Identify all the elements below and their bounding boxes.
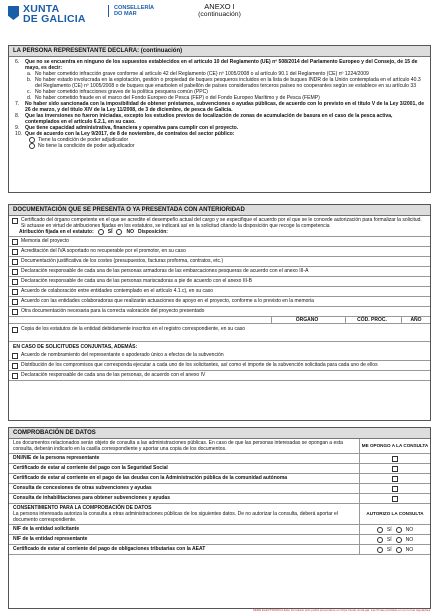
oppose-row: Certificado de estar al corriente del pago con la Seguridad Social xyxy=(9,464,430,474)
checkbox[interactable] xyxy=(12,218,18,224)
contrato-option[interactable]: Tiene la condición de poder adjudicador xyxy=(15,137,426,143)
checkbox[interactable] xyxy=(12,279,18,285)
doc-row: Declaración responsable de cada una de las personas mariscadoras a pie de acuerdo con el anexo III-B xyxy=(9,277,430,287)
radio-si[interactable] xyxy=(98,229,104,235)
sub-item: d. No haber cometido fraude en el marco del Fondo Europeo de Pesca (FEP) o del Fondo Europeo Marítimo y de Pesca (FEMP) xyxy=(27,95,320,101)
sub-item: a. No haber cometido infracción grave conforme al artículo 42 del Reglamento (CE) nº 1005/2008 o al artículo 90.1 del Reglamento (CE) nº 1224/2009 xyxy=(27,71,369,77)
oppose-checkbox[interactable] xyxy=(392,496,398,502)
declaration-item: 8. Que las inversiones no fueron iniciadas, excepto los estudios previos de localización de zonas de acumulación de basura en el caso de la pesca activa, contemplados en el artículo 6.2.1, en su caso. xyxy=(15,113,393,125)
radio-button[interactable] xyxy=(29,143,35,149)
checkbox[interactable] xyxy=(12,309,18,315)
xunta-line1: XUNTA xyxy=(23,3,60,15)
oppose-row: DNI/NIE de la persona representante xyxy=(9,454,430,464)
doc-row: Acreditación del IVA soportado no recuperable por el promotor, en su caso xyxy=(9,247,430,257)
doc-row: Declaración responsable de cada una de las personas, de acuerdo con el anexo IV xyxy=(9,371,430,381)
doc-row: Documentación justificativa de los costes (presupuestos, facturas proforma, contratos, etc.) xyxy=(9,257,430,267)
radio-no[interactable] xyxy=(396,537,402,543)
doc-row: Memoria del proyecto xyxy=(9,237,430,247)
cert-organo-row: Certificado del órgano competente en el que se acredite el desempeño actual del cargo y se especifique el acuerdo por el que se le concede autorización para formalizar la solicitud. Si actuase en virtud de atribuciones fijadas en los estatutos, se indicará así en la solicitud citando la disposición que recoge la competencia Atribución fijada en el estatuto: SÍ NO Disposición: xyxy=(9,216,430,237)
checkbox[interactable] xyxy=(12,299,18,305)
checkbox[interactable] xyxy=(12,353,18,359)
oppose-checkbox[interactable] xyxy=(392,476,398,482)
radio-si[interactable] xyxy=(377,547,383,553)
contrato-option[interactable]: No tiene la condición de poder adjudicador xyxy=(15,143,426,149)
oppose-row: Certificado de estar al corriente en el pago de las deudas con la Administración pública de la comunidad autónoma xyxy=(9,474,430,484)
checkbox[interactable] xyxy=(12,259,18,265)
disp-label: Disposición: xyxy=(137,229,168,235)
conjuntas-heading: EN CASO DE SOLICITUDES CONJUNTAS, ADEMÁS: xyxy=(13,344,138,350)
conjuntas-rows xyxy=(9,351,430,381)
oppose-checkbox[interactable] xyxy=(392,486,398,492)
consent-row: Certificado de estar al corriente del pago de obligaciones tributarias con la AEAT SÍ NO xyxy=(9,545,430,555)
declara-section xyxy=(8,45,431,193)
doc-row: Acuerdo de colaboración entre entidades contemplado en el artículo 4.1.c), en su caso xyxy=(9,287,430,297)
doc-row: Distribución de los compromisos que corresponda ejecutar a cada uno de los solicitantes, así como el importe de la subvención solicitada para cada uno de ellos xyxy=(9,361,430,371)
radio-si[interactable] xyxy=(377,527,383,533)
consent-row: NIF de la entidad representante SÍ NO xyxy=(9,535,430,545)
declaration-list xyxy=(9,57,430,151)
declaration-item: 7. No haber sido sancionada con la imposibilidad de obtener préstamos, subvenciones o ayudas públicas, de acuerdo con lo previsto en el título V de la Ley 3/2001, de 26 de marzo, y del título XIV de la Ley 11/2008, de 3 de diciembre, de pesca de Galicia. xyxy=(15,101,425,113)
footer-note: SEDE ELECTRÓNICA Este formulario solo podrá presentarse en https://sede.xunta.gal. Las firmas previstas en su norma reguladora. xyxy=(252,608,431,612)
declaration-item: 10. Que de acuerdo con la Ley 9/2017, de 8 de noviembre, de contratos del sector público: xyxy=(15,131,235,137)
checkbox[interactable] xyxy=(12,289,18,295)
sub-item: b. No haber estado involucrada en la explotación, gestión o propiedad de buques pesqueros incluidos en la lista de buques INDR de la Unión contemplada en el artículo 40.3 del Reglamento (CE) nº 1005/2008 o de buques que enarbolen el pabellón de países considerados terceros países no cooperantes según se establece en su artículo 33 xyxy=(27,77,421,89)
radio-no[interactable] xyxy=(116,229,122,235)
doc-row: Otra documentación necesaria para la correcta valoración del proyecto presentado xyxy=(9,307,430,317)
doc-rows xyxy=(9,237,430,317)
radio-no[interactable] xyxy=(396,547,402,553)
doc-row: Declaración responsable de cada una de las personas armadoras de las embarcaciones pesqueras de acuerdo con el anexo III-A xyxy=(9,267,430,277)
radio-si[interactable] xyxy=(377,537,383,543)
checkbox[interactable] xyxy=(12,327,18,333)
consent-row: NIF de la entidad solicitante SÍ NO xyxy=(9,525,430,535)
oppose-row: Consulta de concesiones de otras subvenciones y ayudas xyxy=(9,484,430,494)
doc-row: Acuerdo con las entidades colaboradoras que realizarán actuaciones de apoyo en el proyecto, conforme a lo previsto en la memoria xyxy=(9,297,430,307)
copia-estatutos-row: Copia de los estatutos de la entidad debidamente inscritos en el registro correspondiente, en su caso xyxy=(9,324,430,342)
oppose-row: Consulta de inhabilitaciones para obtener subvenciones y ayudas xyxy=(9,494,430,504)
checkbox[interactable] xyxy=(12,363,18,369)
atrib-label: Atribución fijada en el estatuto: xyxy=(19,229,94,235)
comprobacion-section: COMPROBACIÓN DE DATOS Los documentos relacionados serán objeto de consulta a las administraciones públicas. En caso de que las personas interesadas se opongan a esta consulta, deberán indicarlo en la casilla correspondiente y aportar una copia de los documentos. ME OPONGO A LA CONSULTA DNI/NIE de la persona representante Certificado de estar al corriente del pago con la Seguridad Social Certificado de estar al corriente en el pago de las deudas con la Administración pública de la comunidad autónoma Consulta de concesiones de otras subvenciones y ayudas Consulta de inhabilitaciones para obtener subvenciones y ayudas CONSENTIMIENTO PARA LA COMPROBACIÓN DE DATOS La persona interesada autoriza la consulta a otras administraciones públicas de los siguientes datos. De no autorizar la consulta, deberá aportar el documento correspondiente. AUTORIZO LA CONSULTA NIF de la entidad solicitante SÍ NO NIF de la entidad representante SÍ NO Certificado de estar al corriente del pago de obligaciones tributarias con la AEAT SÍ NO xyxy=(8,427,431,609)
doc-row: Acuerdo de nombramiento del representante o apoderado único a efectos de la subvención xyxy=(9,351,430,361)
checkbox[interactable] xyxy=(12,239,18,245)
documentacion-section xyxy=(8,204,431,421)
declaration-item: 6. Que no se encuentra en ninguno de los supuestos establecidos en el artículo 10 del Reglamento (UE) nº 508/2014 del Parlamento Europeo y del Consejo, de 15 de mayo, es decir: xyxy=(15,59,418,71)
sub-item: c. No haber cometido infracciones graves de la política pesquera común (PPC) xyxy=(27,89,208,95)
cert-organo-text: Certificado del órgano competente en el que se acredite el desempeño actual del cargo y se especifique el acuerdo por el que se le concede autorización para formalizar la solicitud. Si actuase en virtud de atribuciones fijadas en los estatutos, se indicará así en la solicitud citando la disposición que recoge la competencia xyxy=(21,217,422,229)
oppose-checkbox[interactable] xyxy=(392,466,398,472)
checkbox[interactable] xyxy=(12,249,18,255)
checkbox[interactable] xyxy=(12,269,18,275)
consellería-name: CONSELLERÍA DO MAR xyxy=(108,5,154,17)
anexo-title: ANEXO I (continuación) xyxy=(198,2,241,18)
oppose-checkbox[interactable] xyxy=(392,456,398,462)
copia-row: ÓRGANO CÓD. PROC. AÑO xyxy=(9,317,430,324)
section-title: DOCUMENTACIÓN QUE SE PRESENTA O YA PRESENTADA CON ANTERIORIDAD xyxy=(9,205,430,216)
radio-no[interactable] xyxy=(396,527,402,533)
section-title: LA PERSONA REPRESENTANTE DECLARA: (continuación) xyxy=(9,46,430,57)
section-title: COMPROBACIÓN DE DATOS xyxy=(9,428,430,439)
checkbox[interactable] xyxy=(12,373,18,379)
xunta-line2: DE GALICIA xyxy=(23,13,86,25)
declaration-item: 9. Que tiene capacidad administrativa, financiera y operativa para cumplir con el proyecto. xyxy=(15,125,239,131)
